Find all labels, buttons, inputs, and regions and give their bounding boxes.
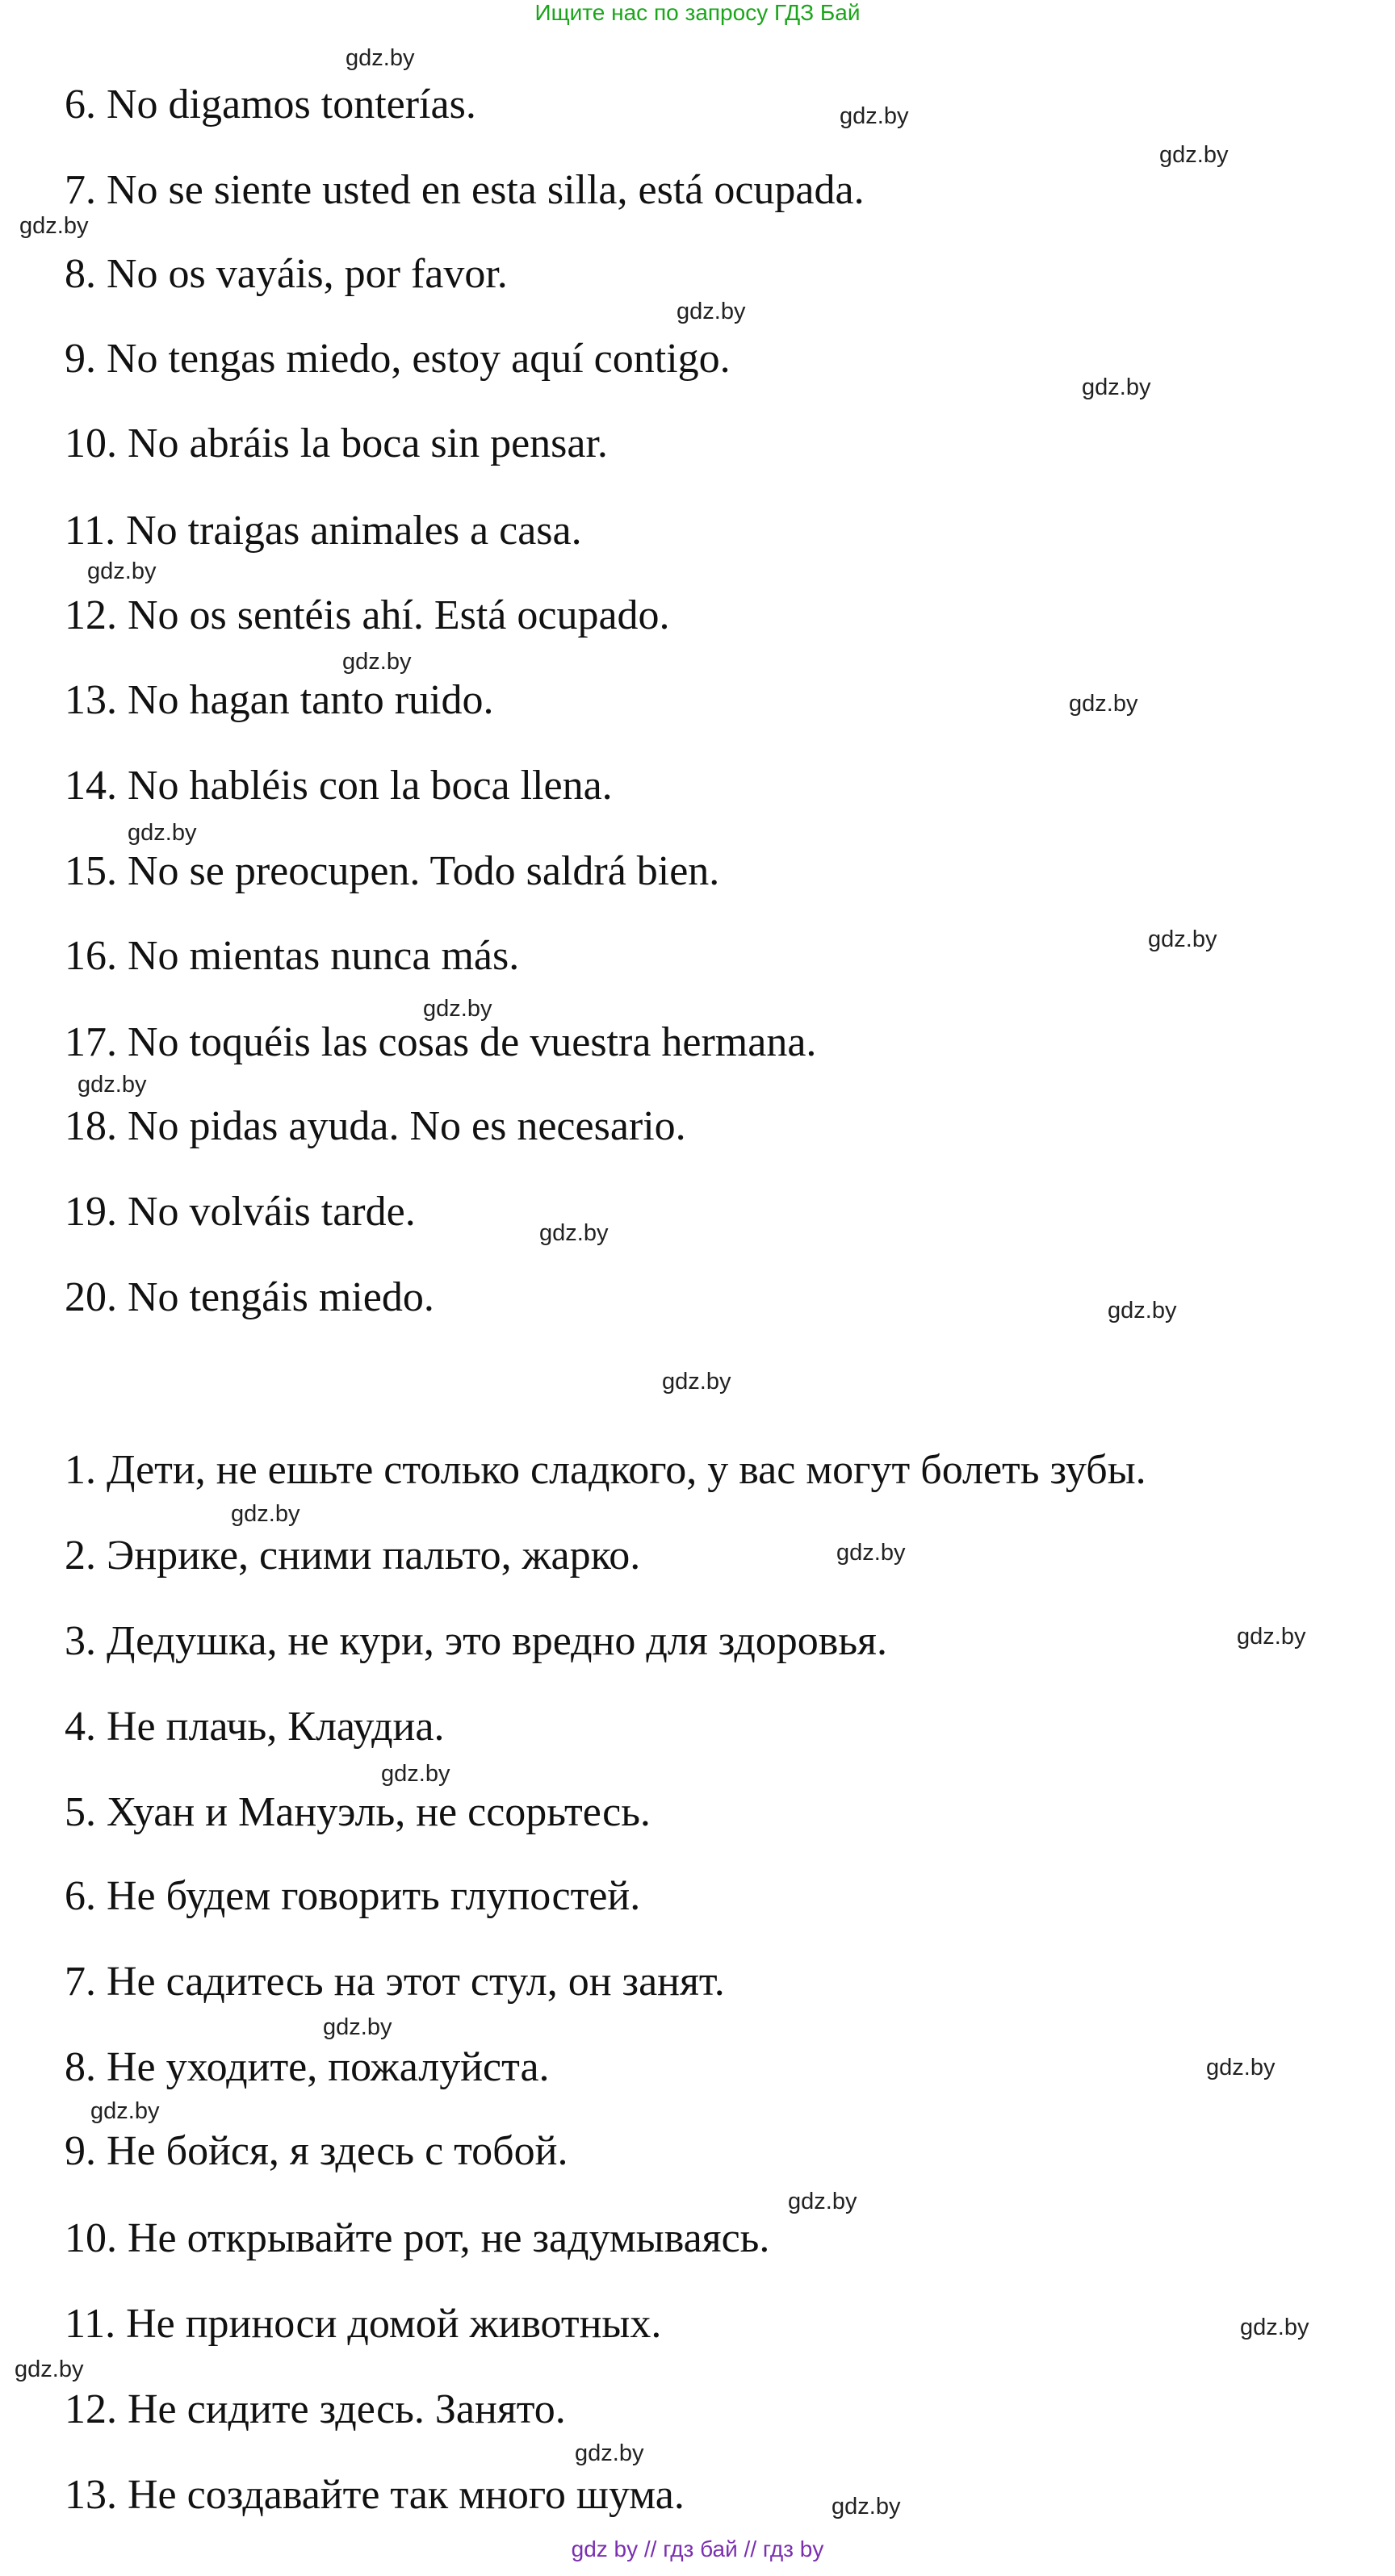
watermark: gdz.by [836, 1540, 906, 1566]
watermark: gdz.by [788, 2189, 857, 2214]
spanish-line-7: 7. No se siente usted en esta silla, está ocupada. [65, 167, 865, 213]
russian-line-1: 1. Дети, не ешьте столько сладкого, у вас могут болеть зубы. [65, 1447, 1146, 1493]
russian-line-6: 6. Не будем говорить глупостей. [65, 1873, 641, 1919]
russian-line-8: 8. Не уходите, пожалуйста. [65, 2044, 550, 2090]
russian-line-4: 4. Не плачь, Клаудиа. [65, 1704, 445, 1750]
watermark: gdz.by [87, 558, 157, 584]
watermark: gdz.by [1082, 374, 1151, 400]
watermark: gdz.by [1206, 2055, 1276, 2080]
russian-line-10: 10. Не открывайте рот, не задумываясь. [65, 2215, 770, 2261]
footer-links: gdz by // гдз бай // гдз by [571, 2536, 824, 2561]
russian-line-7: 7. Не садитесь на этот стул, он занят. [65, 1959, 725, 2005]
watermark: gdz.by [15, 2356, 84, 2382]
russian-line-13: 13. Не создавайте так много шума. [65, 2472, 685, 2518]
spanish-line-6: 6. No digamos tonterías. [65, 82, 476, 128]
spanish-line-14: 14. No habléis con la boca llena. [65, 763, 613, 809]
spanish-line-11: 11. No traigas animales a casa. [65, 508, 582, 554]
watermark: gdz.by [346, 45, 415, 71]
watermark: gdz.by [1148, 926, 1217, 952]
watermark: gdz.by [128, 820, 197, 846]
watermark: gdz.by [381, 1761, 450, 1787]
russian-line-5: 5. Хуан и Мануэль, не ссорьтесь. [65, 1789, 651, 1835]
russian-line-2: 2. Энрике, сними пальто, жарко. [65, 1533, 641, 1579]
watermark: gdz.by [840, 103, 909, 129]
watermark: gdz.by [231, 1501, 300, 1527]
watermark: gdz.by [1069, 691, 1138, 717]
spanish-line-16: 16. No mientas nunca más. [65, 933, 520, 979]
spanish-line-9: 9. No tengas miedo, estoy aquí contigo. [65, 336, 731, 382]
spanish-line-18: 18. No pidas ayuda. No es necesario. [65, 1103, 686, 1149]
watermark: gdz.by [90, 2098, 160, 2124]
watermark: gdz.by [323, 2014, 392, 2040]
spanish-line-15: 15. No se preocupen. Todo saldrá bien. [65, 848, 720, 894]
watermark: gdz.by [539, 1220, 609, 1246]
spanish-line-19: 19. No volváis tarde. [65, 1189, 416, 1235]
russian-line-12: 12. Не сидите здесь. Занято. [65, 2386, 566, 2432]
watermark: gdz.by [423, 996, 492, 1022]
spanish-line-10: 10. No abráis la boca sin pensar. [65, 420, 608, 466]
watermark: gdz.by [19, 213, 89, 239]
watermark: gdz.by [1159, 142, 1229, 168]
watermark: gdz.by [677, 299, 746, 324]
russian-line-3: 3. Дедушка, не кури, это вредно для здоровья. [65, 1618, 887, 1664]
watermark: gdz.by [575, 2440, 644, 2466]
watermark: gdz.by [1108, 1298, 1177, 1324]
spanish-line-12: 12. No os sentéis ahí. Está ocupado. [65, 592, 670, 638]
spanish-line-8: 8. No os vayáis, por favor. [65, 251, 508, 297]
top-banner: Ищите нас по запросу ГДЗ Бай [534, 0, 861, 25]
spanish-line-17: 17. No toquéis las cosas de vuestra hermana. [65, 1019, 817, 1065]
watermark: gdz.by [1237, 1624, 1306, 1650]
spanish-line-13: 13. No hagan tanto ruido. [65, 677, 494, 723]
watermark: gdz.by [78, 1072, 147, 1098]
russian-line-9: 9. Не бойся, я здесь с тобой. [65, 2128, 568, 2174]
watermark: gdz.by [662, 1369, 731, 1395]
russian-line-11: 11. Не приноси домой животных. [65, 2301, 662, 2347]
watermark: gdz.by [832, 2494, 901, 2520]
spanish-line-20: 20. No tengáis miedo. [65, 1274, 434, 1320]
watermark: gdz.by [342, 649, 412, 675]
watermark: gdz.by [1240, 2315, 1309, 2340]
